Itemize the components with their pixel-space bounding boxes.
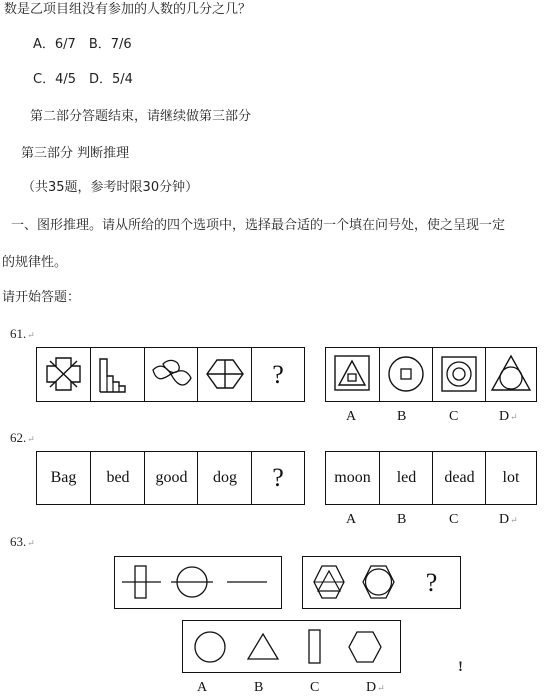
question-mark: ?	[272, 359, 284, 389]
word-bag: Bag	[50, 469, 77, 486]
q63-option-a[interactable]	[195, 632, 225, 662]
q61-options-strip	[325, 347, 537, 402]
question-mark: ?	[272, 463, 284, 492]
q62-question-cell	[251, 452, 304, 504]
q61-option-b[interactable]	[379, 348, 433, 401]
q61-question-cell	[251, 348, 304, 401]
q62-label-c: C	[449, 512, 459, 527]
part2-end-note: 第二部分答题结束，请继续做第三部分	[30, 109, 252, 124]
options-ab: A．6/7 B．7/6	[33, 37, 132, 52]
q61-label-c: C	[449, 409, 459, 424]
q63-option-c[interactable]	[309, 630, 320, 663]
q61-figure-3	[144, 348, 198, 401]
q62-number: 62.↵	[10, 430, 35, 445]
part3-title: 第三部分 判断推理	[21, 146, 130, 161]
q61-figure-1	[37, 348, 90, 401]
q61-option-c[interactable]	[432, 348, 486, 401]
q62-option-a[interactable]	[326, 452, 379, 504]
word-lot: lot	[502, 469, 520, 486]
q63-options-strip	[182, 620, 401, 673]
q61-label-b: B	[397, 409, 407, 424]
q63-option-b[interactable]	[248, 634, 278, 659]
q61-question-strip	[36, 347, 305, 402]
q62-label-a: A	[346, 512, 357, 527]
q62-label-d: D↵	[499, 512, 518, 527]
q62-word-cell-1	[37, 452, 90, 504]
instruction-line-2: 的规律性。	[2, 255, 68, 270]
q63-label-b: B	[254, 680, 264, 695]
q63-option-d[interactable]	[349, 632, 381, 662]
q62-word-cell-2	[90, 452, 145, 504]
q63-label-a: A	[197, 680, 208, 695]
q63-number: 63.↵	[10, 534, 35, 549]
part3-info: （共35题，参考时限30分钟）	[22, 180, 199, 195]
word-dead: dead	[444, 469, 475, 486]
q63-question-strip-right	[302, 556, 461, 609]
q61-label-a: A	[346, 409, 357, 424]
q62-word-cell-4	[197, 452, 252, 504]
question-stem: 数是乙项目组没有参加的人数的几分之几？	[4, 2, 252, 17]
word-moon: moon	[334, 469, 371, 486]
q63-option-figures	[183, 621, 399, 671]
q62-label-b: B	[397, 512, 407, 527]
q63-label-d: D↵	[366, 680, 385, 695]
question-mark: ?	[425, 567, 438, 597]
start-prompt: 请开始答题：	[2, 290, 81, 305]
q62-word-cell-3	[144, 452, 198, 504]
word-led: led	[396, 469, 417, 486]
q61-number: 61.↵	[10, 326, 35, 341]
q61-label-d: D↵	[499, 409, 518, 424]
q63-label-c: C	[310, 680, 320, 695]
word-good: good	[155, 469, 188, 486]
page-mark: !	[458, 659, 463, 675]
q61-option-a[interactable]	[326, 348, 379, 401]
q62-question-strip	[36, 451, 305, 505]
instruction-line-1: 一、图形推理。请从所给的四个选项中，选择最合适的一个填在问号处，使之呈现一定	[11, 218, 506, 233]
q63-left-figures	[115, 557, 280, 607]
q62-option-d[interactable]	[485, 452, 536, 504]
q61-option-d[interactable]	[485, 348, 536, 401]
q63-question-strip-left	[114, 556, 282, 609]
q62-option-b[interactable]	[379, 452, 433, 504]
q61-figure-2	[90, 348, 145, 401]
q61-figure-4	[197, 348, 252, 401]
q62-options-strip	[325, 451, 537, 505]
options-cd: C．4/5 D．5/4	[33, 72, 133, 87]
word-dog: dog	[213, 469, 237, 486]
q62-option-c[interactable]	[432, 452, 486, 504]
word-bed: bed	[106, 469, 130, 486]
